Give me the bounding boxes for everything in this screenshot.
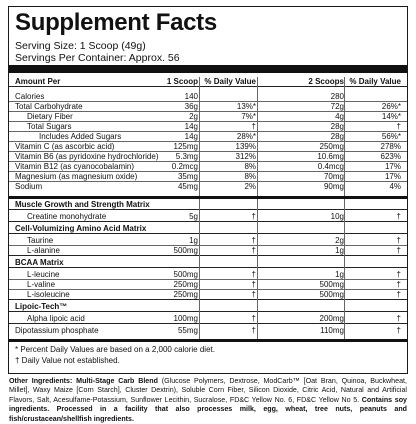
nutrient-name: Vitamin C (as ascorbic acid)	[15, 142, 115, 151]
table-row	[9, 162, 407, 172]
amount-two-scoops: 110mg	[320, 326, 344, 335]
footnote-daily-value: * Percent Daily Values are based on a 2,000 calorie diet.	[15, 345, 215, 354]
table-row	[9, 182, 407, 192]
amount-one-scoop: 250mg	[173, 280, 198, 289]
ingredient-name: Alpha lipoic acid	[27, 314, 85, 323]
daily-value-two-scoops: †	[396, 122, 401, 131]
amount-two-scoops: 4g	[335, 112, 344, 121]
blend-item-row	[9, 280, 407, 290]
daily-value-one-scoop: 2%	[244, 182, 256, 191]
amount-one-scoop: 500mg	[173, 270, 198, 279]
daily-value-one-scoop: †	[251, 236, 256, 245]
nutrient-name: Calories	[15, 92, 45, 101]
daily-value-two-scoops: †	[396, 314, 401, 323]
nutrient-name: Dietary Fiber	[27, 112, 73, 121]
amount-one-scoop: 0.2mcg	[171, 162, 198, 171]
table-row	[9, 102, 407, 112]
ingredient-name: Dipotassium phosphate	[15, 326, 99, 335]
amount-one-scoop: 140	[184, 92, 198, 101]
blend-item-row	[9, 236, 407, 246]
blend-title: BCAA Matrix	[15, 258, 64, 267]
amount-one-scoop: 35mg	[177, 172, 198, 181]
blend-title-row	[9, 224, 407, 234]
daily-value-two-scoops: 56%*	[381, 132, 401, 141]
amount-one-scoop: 14g	[184, 132, 198, 141]
nutrient-name: Total Carbohydrate	[15, 102, 83, 111]
blend-item-row	[9, 246, 407, 256]
daily-value-one-scoop: †	[251, 246, 256, 255]
amount-two-scoops: 72g	[330, 102, 344, 111]
table-row	[9, 326, 407, 336]
daily-value-one-scoop: †	[251, 212, 256, 221]
column-divider	[344, 77, 345, 339]
amount-two-scoops: 1g	[335, 246, 344, 255]
daily-value-one-scoop: †	[251, 122, 256, 131]
serving-size: Serving Size: 1 Scoop (49g)	[15, 40, 146, 52]
blend-item-row	[9, 270, 407, 280]
blend-item-row	[9, 314, 407, 324]
nutrient-name: Sodium	[15, 182, 43, 191]
amount-two-scoops: 28g	[330, 132, 344, 141]
daily-value-one-scoop: 312%	[235, 152, 256, 161]
amount-two-scoops: 10.6mg	[317, 152, 344, 161]
amount-two-scoops: 1g	[335, 270, 344, 279]
amount-one-scoop: 250mg	[173, 290, 198, 299]
blend-item-row	[9, 290, 407, 300]
amount-two-scoops: 70mg	[323, 172, 344, 181]
amount-one-scoop: 5g	[189, 212, 198, 221]
column-divider	[199, 77, 200, 339]
allergen-statement: Contains soy ingredients. Processed in a facility that also processes milk, egg, wheat, tree nuts, peanuts and fish/crustacean/shellfish ingredients.	[9, 395, 407, 423]
daily-value-one-scoop: †	[251, 326, 256, 335]
nutrient-name: Vitamin B12 (as cyanocobalamin)	[15, 162, 135, 171]
daily-value-two-scoops: 26%*	[381, 102, 401, 111]
daily-value-two-scoops: 17%	[384, 172, 401, 181]
amount-per-header: Amount Per	[15, 77, 61, 86]
daily-value-two-scoops: †	[396, 236, 401, 245]
amount-one-scoop: 125mg	[173, 142, 198, 151]
daily-value-two-scoops: †	[396, 290, 401, 299]
blend-title: Lipoic-Tech™	[15, 302, 68, 311]
amount-two-scoops: 28g	[330, 122, 344, 131]
daily-value-two-scoops: 623%	[380, 152, 401, 161]
amount-one-scoop: 36g	[184, 102, 198, 111]
ingredient-name: L-alanine	[27, 246, 60, 255]
amount-one-scoop: 500mg	[173, 246, 198, 255]
daily-value-two-scoops: 14%*	[381, 112, 401, 121]
daily-value-one-scoop: 8%	[244, 172, 256, 181]
amount-one-scoop: 2g	[189, 112, 198, 121]
blend-item-row	[9, 212, 407, 222]
daily-value-two-scoops: 17%	[384, 162, 401, 171]
one-scoop-header: 1 Scoop	[166, 77, 198, 86]
table-row	[9, 92, 407, 102]
daily-value-two-scoops: 4%	[389, 182, 401, 191]
amount-two-scoops: 10g	[330, 212, 344, 221]
daily-value-one-scoop: 139%	[235, 142, 256, 151]
blend-title: Muscle Growth and Strength Matrix	[15, 200, 150, 209]
daily-value-two-scoops: †	[396, 270, 401, 279]
amount-two-scoops: 90mg	[323, 182, 344, 191]
amount-one-scoop: 14g	[184, 122, 198, 131]
thick-divider-middle	[9, 196, 407, 199]
amount-two-scoops: 280	[330, 92, 344, 101]
supplement-facts-panel	[8, 6, 408, 374]
daily-value-two-scoops: †	[396, 246, 401, 255]
ingredient-name: L-leucine	[27, 270, 60, 279]
table-row	[9, 132, 407, 142]
amount-two-scoops: 500mg	[319, 280, 344, 289]
blend-title-row	[9, 200, 407, 210]
amount-one-scoop: 100mg	[173, 314, 198, 323]
panel-title: Supplement Facts	[15, 9, 217, 36]
amount-two-scoops: 2g	[335, 236, 344, 245]
servings-per-container: Servings Per Container: Approx. 56	[15, 52, 180, 64]
nutrient-name: Includes Added Sugars	[39, 132, 122, 141]
footnote-not-established: † Daily Value not established.	[15, 356, 120, 365]
other-ingredients	[9, 377, 407, 424]
two-scoops-header: 2 Scoops	[308, 77, 344, 86]
amount-one-scoop: 5.3mg	[175, 152, 198, 161]
table-header-row	[9, 77, 407, 87]
daily-value-one-scoop: †	[251, 280, 256, 289]
thick-divider-bottom	[9, 339, 407, 342]
nutrient-name: Magnesium (as magnesium oxide)	[15, 172, 138, 181]
blend-title: Cell-Volumizing Amino Acid Matrix	[15, 224, 147, 233]
table-row	[9, 142, 407, 152]
ingredient-name: L-valine	[27, 280, 56, 289]
amount-two-scoops: 250mg	[319, 142, 344, 151]
daily-value-header-2: % Daily Value	[349, 77, 401, 86]
ingredient-name: Creatine monohydrate	[27, 212, 107, 221]
amount-two-scoops: 200mg	[319, 314, 344, 323]
blend-label: Multi-Stage Carb Blend	[76, 377, 158, 385]
table-row	[9, 152, 407, 162]
nutrient-name: Total Sugars	[27, 122, 72, 131]
ingredient-name: L-isoleucine	[27, 290, 70, 299]
daily-value-one-scoop: †	[251, 270, 256, 279]
daily-value-two-scoops: 278%	[380, 142, 401, 151]
amount-two-scoops: 0.4mcg	[317, 162, 344, 171]
daily-value-one-scoop: 13%*	[236, 102, 256, 111]
other-ingredients-label: Other Ingredients:	[9, 377, 73, 385]
table-row	[9, 122, 407, 132]
daily-value-one-scoop: 28%*	[236, 132, 256, 141]
amount-one-scoop: 45mg	[177, 182, 198, 191]
blend-title-row	[9, 258, 407, 268]
amount-two-scoops: 500mg	[319, 290, 344, 299]
daily-value-one-scoop: 8%	[244, 162, 256, 171]
daily-value-one-scoop: 7%*	[241, 112, 256, 121]
amount-one-scoop: 1g	[189, 236, 198, 245]
table-row	[9, 172, 407, 182]
daily-value-two-scoops: †	[396, 212, 401, 221]
blend-title-row	[9, 302, 407, 312]
blend-ingredients: (Glucose Polymers, Dextrose, ModCarb™ [Oat Bran, Quinoa, Buckwheat, Millet], Waxy Maize [Corn Starch], Cluster Dextrin), Soluble Corn Fiber, Silicon Dioxide, Citric Acid, Natural and Artificial Flavors, Salt, Acesulfame-Potassium, Sunflower Lecithin, Sucralose, FD&C Yellow No. 6, FD&C Yellow No 5.	[9, 377, 407, 404]
column-divider	[257, 77, 258, 339]
daily-value-one-scoop: †	[251, 314, 256, 323]
nutrient-name: Vitamin B6 (as pyridoxine hydrochloride)	[15, 152, 159, 161]
ingredient-name: Taurine	[27, 236, 54, 245]
daily-value-one-scoop: †	[251, 290, 256, 299]
table-row	[9, 112, 407, 122]
daily-value-two-scoops: †	[396, 280, 401, 289]
daily-value-two-scoops: †	[396, 326, 401, 335]
amount-one-scoop: 55mg	[177, 326, 198, 335]
daily-value-header: % Daily Value	[204, 77, 256, 86]
nutrient-table	[9, 7, 407, 373]
